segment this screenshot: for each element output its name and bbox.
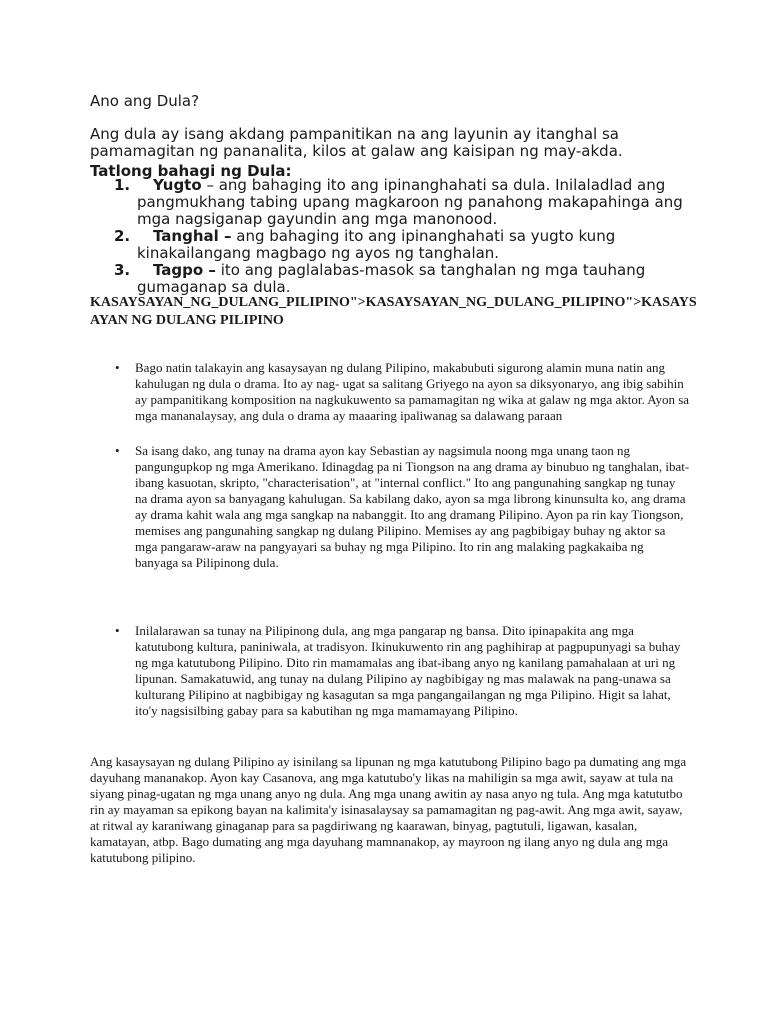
section-title-bahagi: Tatlong bahagi ng Dula:	[90, 162, 292, 180]
bullet-paragraph	[90, 360, 690, 424]
part-term: Tagpo –	[153, 261, 216, 279]
bullet-icon: •	[115, 360, 120, 375]
bullet-paragraph	[90, 443, 690, 571]
list-item	[90, 177, 690, 228]
page-title: Ano ang Dula?	[90, 92, 200, 110]
list-item	[90, 443, 690, 571]
list-item	[90, 262, 690, 296]
closing-paragraph: Ang kasaysayan ng dulang Pilipino ay isinilang sa lipunan ng mga katutubong Pilipino bago pa dumating ang mga dayuhang mananakop. Ayon kay Casanova, ang mga katutubo'y likas na mahiligin sa mga awit, sayaw at tula na siyang pinag-ugatan ng mga unang anyo ng dula. Ang mga unang awitin ay nasa anyo ng tula. Ang mga katututbo rin ay mayaman sa epikong bayan na kalimita'y isinasalaysay sa pamamagitan ng pag-awit. Ang mga awit, sayaw, at ritwal ay karaniwang ginaganap para sa pagdiriwang ng kaarawan, binyag, pagtutuli, ligawan, kasalan, kamatayan, atbp. Bago dumating ang mga dayuhang mamnanakop, ay mayroon ng ilang anyo ng dula ang mga katutubong pilipino.	[90, 754, 687, 865]
part-term: Yugto	[153, 176, 202, 194]
list-number: 1.	[114, 176, 131, 194]
part-description: – ang bahaging ito ang ipinanghahati sa dula. Inilaladlad ang pangmukhang tabing upang magkaroon ng panahong makapahinga ang mga nagsiganap gayundin ang mga manonood.	[137, 176, 683, 228]
bullet-text: Bago natin talakayin ang kasaysayan ng dulang Pilipino, makabubuti sigurong alamin muna natin ang kahulugan ng dula o drama. Ito ay nag- ugat sa salitang Griyego na ayon sa diksyonaryo, ang ibig sabihin ay pampanitikang komposition na nagkukuwento sa pamamagitan ng wika at galaw ng mga aktor. Ayon sa mga mananalaysay, ang dula o drama ay maaaring ipaliwanag sa dalawang paraan	[135, 360, 690, 423]
list-number: 3.	[114, 261, 131, 279]
section-title-kasaysayan: KASAYSAYAN_NG_DULANG_PILIPINO">KASAYSAYAN_NG_DULANG_PILIPINO">KASAYSAYAN NG DULANG PILIPINO	[90, 295, 697, 328]
bullet-paragraph	[90, 623, 690, 719]
part-description: ito ang paglalabas-masok sa tanghalan ng mga tauhang gumaganap sa dula.	[137, 261, 646, 296]
list-item	[90, 360, 690, 424]
part-term: Tanghal –	[153, 227, 232, 245]
intro-paragraph: Ang dula ay isang akdang pampanitikan na ang layunin ay itanghal sa pamamagitan ng pananalita, kilos at galaw ang kaisipan ng may-akda.	[90, 125, 623, 160]
bullet-icon: •	[115, 443, 120, 458]
bullet-text: Sa isang dako, ang tunay na drama ayon kay Sebastian ay nagsimula noong mga unang taon ng pangungupkop ng mga Amerikano. Idinagdag pa ni Tiongson na ang drama ay binubuo ng tanghalan, ibat-ibang kasuotan, skripto, "characterisation", at "internal conflict." Ito ang pangunahing sangkap ng tunay na drama ayon sa banyagang kahulugan. Sa kabilang dako, ayon sa mga librong kinunsulta ko, ang drama ay drama kahit wala ang mga sangkap na nabanggit. Ito ang dramang Pilipino. Ayon pa rin kay Tiongson, memises ang pangunahing sangkap ng dulang Pilipino. Memises ay ang pagbibigay buhay ng aktor sa mga pangaraw-araw na pangyayari sa buhay ng mga Pilipino. Ito rin ang malaking pagkakaiba ng banyaga sa Pilipinong dula.	[135, 443, 690, 570]
parts-list	[90, 177, 690, 296]
part-description: ang bahaging ito ang ipinanghahati sa yugto kung kinakailangang magbago ng ayos ng tanghalan.	[137, 227, 616, 262]
bullet-icon: •	[115, 623, 120, 638]
bullet-text: Inilalarawan sa tunay na Pilipinong dula, ang mga pangarap ng bansa. Dito ipinapakita ang mga katutubong kultura, paniniwala, at tradisyon. Ikinukuwento rin ang paghihirap at pagpupunyagi sa buhay ng mga katutubong Pilipino. Dito rin mamamalas ang ibat-ibang anyo ng kanilang pamahalaan at uri ng lipunan. Samakatuwid, ang tunay na dulang Pilipino ay nagbibigay ng mas malawak na pang-unawa sa kulturang Pilipino at nagbibigay ng kasagutan sa mga pangangailangan ng mga Pilipino. Higit sa lahat, ito'y nagsisilbing gabay para sa kabutihan ng mga mamamayang Pilipino.	[135, 623, 681, 718]
list-item	[90, 623, 690, 719]
list-item	[90, 228, 690, 262]
list-number: 2.	[114, 227, 131, 245]
